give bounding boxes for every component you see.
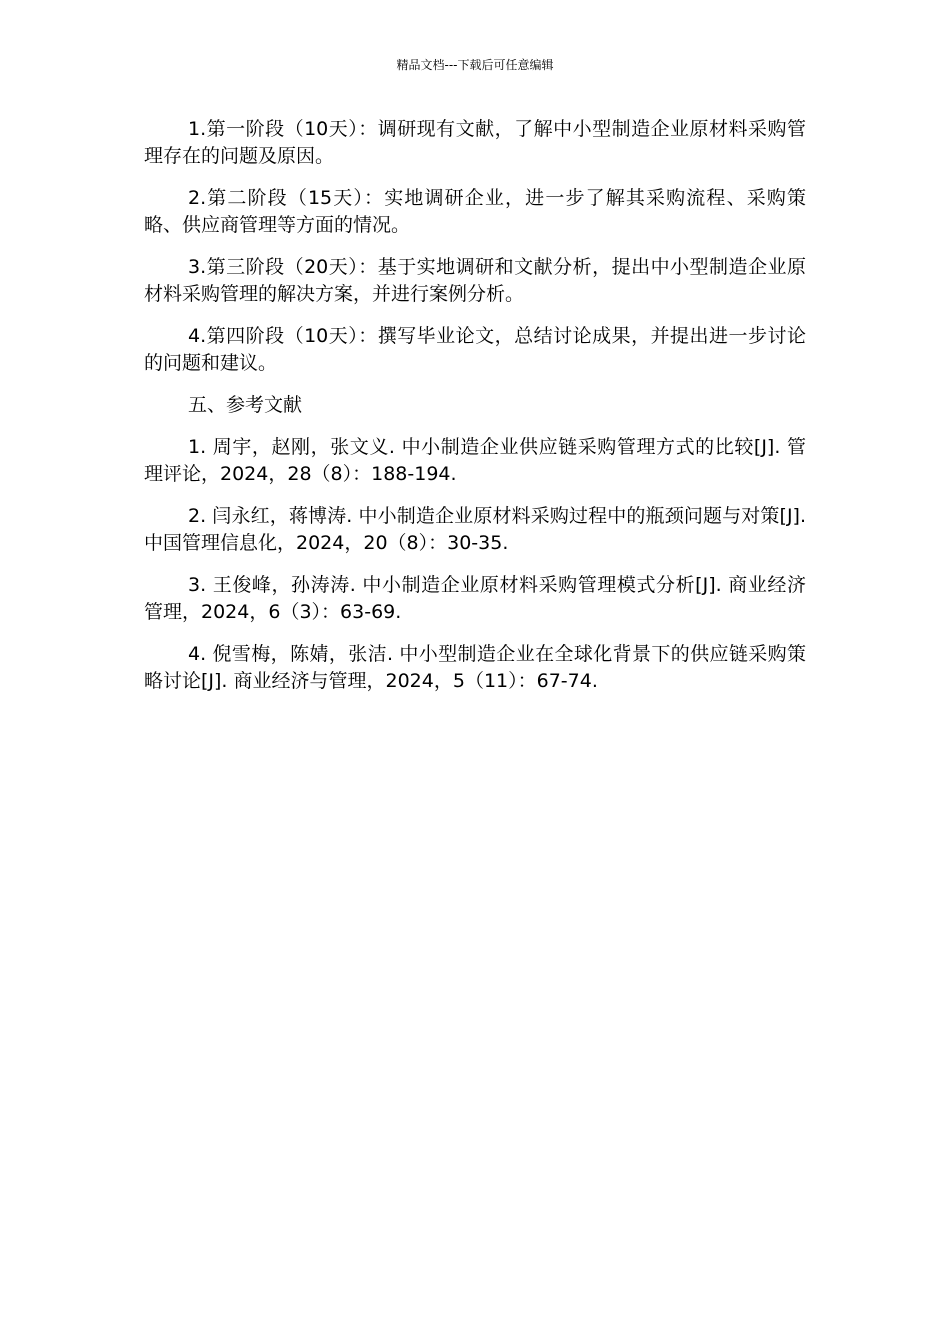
reference-3: 3. 王俊峰，孙涛涛. 中小制造企业原材料采购管理模式分析[J]. 商业经济管理，2024，6（3）：63-69. [144, 574, 806, 623]
schedule-phase-4: 4.第四阶段（10天）：撰写毕业论文，总结讨论成果，并提出进一步讨论的问题和建议。 [144, 325, 806, 374]
schedule-phase-2: 2.第二阶段（15天）：实地调研企业，进一步了解其采购流程、采购策略、供应商管理等方面的情况。 [144, 187, 806, 236]
reference-2: 2. 闫永红，蒋博涛. 中小制造企业原材料采购过程中的瓶颈问题与对策[J]. 中国管理信息化，2024，20（8）：30-35. [144, 505, 806, 554]
schedule-phase-1: 1.第一阶段（10天）：调研现有文献，了解中小型制造企业原材料采购管理存在的问题及原因。 [144, 118, 806, 167]
document-body [144, 116, 806, 710]
reference-4: 4. 倪雪梅，陈婧，张洁. 中小型制造企业在全球化背景下的供应链采购策略讨论[J]. 商业经济与管理，2024，5（11）：67-74. [144, 643, 806, 692]
schedule-phase-3: 3.第三阶段（20天）：基于实地调研和文献分析，提出中小型制造企业原材料采购管理的解决方案，并进行案例分析。 [144, 256, 806, 305]
page-header: 精品文档---下载后可任意编辑 [396, 58, 554, 72]
section-heading-references: 五、参考文献 [188, 394, 303, 416]
reference-1: 1. 周宇，赵刚，张文义. 中小制造企业供应链采购管理方式的比较[J]. 管理评论，2024，28（8）：188-194. [144, 436, 806, 485]
